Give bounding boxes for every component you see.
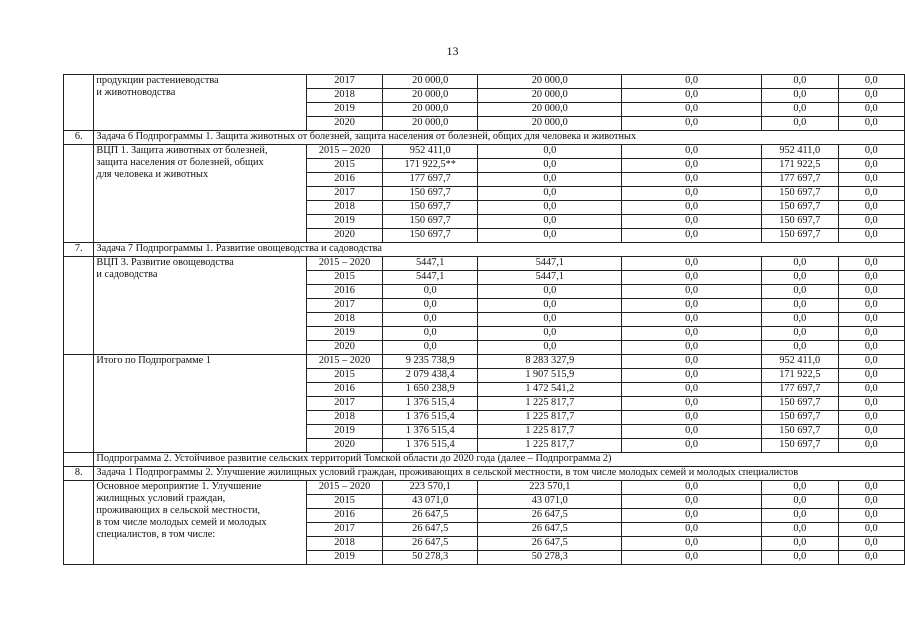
period-cell: 2017 (307, 75, 383, 89)
federal-cell: 50 278,3 (478, 551, 622, 565)
period-cell: 2015 (307, 495, 383, 509)
federal-cell: 5447,1 (478, 271, 622, 285)
other-cell: 0,0 (838, 551, 904, 565)
period-cell: 2018 (307, 411, 383, 425)
other-cell: 0,0 (838, 103, 904, 117)
period-cell: 2015 (307, 369, 383, 383)
local-cell: 0,0 (762, 89, 839, 103)
federal-cell: 20 000,0 (478, 103, 622, 117)
task-row (64, 243, 905, 257)
other-cell: 0,0 (838, 89, 904, 103)
period-cell: 2017 (307, 187, 383, 201)
description-line: Основное мероприятие 1. Улучшение (96, 481, 262, 492)
row-number-cell (64, 75, 94, 131)
total-cell: 50 278,3 (382, 551, 478, 565)
federal-cell: 26 647,5 (478, 523, 622, 537)
other-cell: 0,0 (838, 117, 904, 131)
local-cell: 0,0 (762, 495, 839, 509)
table-row (64, 257, 905, 271)
task-title: Подпрограмма 2. Устойчивое развитие сельских территорий Томской области до 2020 года (далее – Подпрограмма 2) (94, 453, 905, 467)
federal-cell: 5447,1 (478, 257, 622, 271)
description-line: в том числе молодых семей и молодых (96, 517, 267, 528)
period-cell: 2019 (307, 425, 383, 439)
total-cell: 26 647,5 (382, 537, 478, 551)
local-cell: 177 697,7 (762, 383, 839, 397)
period-cell: 2015 – 2020 (307, 257, 383, 271)
description-line: жилищных условий граждан, (96, 493, 226, 504)
total-cell: 1 376 515,4 (382, 425, 478, 439)
regional-cell: 0,0 (622, 495, 762, 509)
period-cell: 2017 (307, 523, 383, 537)
regional-cell: 0,0 (622, 201, 762, 215)
federal-cell: 26 647,5 (478, 537, 622, 551)
period-cell: 2019 (307, 551, 383, 565)
total-cell: 5447,1 (382, 271, 478, 285)
local-cell: 150 697,7 (762, 439, 839, 453)
local-cell: 0,0 (762, 117, 839, 131)
total-cell: 26 647,5 (382, 523, 478, 537)
regional-cell: 0,0 (622, 285, 762, 299)
federal-cell: 43 071,0 (478, 495, 622, 509)
regional-cell: 0,0 (622, 509, 762, 523)
period-cell: 2015 (307, 271, 383, 285)
task-row (64, 467, 905, 481)
other-cell: 0,0 (838, 411, 904, 425)
table-row (64, 145, 905, 159)
description-line: и животноводства (96, 87, 176, 98)
period-cell: 2016 (307, 173, 383, 187)
federal-cell: 8 283 327,9 (478, 355, 622, 369)
local-cell: 0,0 (762, 313, 839, 327)
other-cell: 0,0 (838, 523, 904, 537)
total-cell: 2 079 438,4 (382, 369, 478, 383)
total-cell: 20 000,0 (382, 103, 478, 117)
description-line: защита населения от болезней, общих (96, 157, 264, 168)
period-cell: 2015 – 2020 (307, 145, 383, 159)
federal-cell: 223 570,1 (478, 481, 622, 495)
period-cell: 2018 (307, 313, 383, 327)
table-row (64, 481, 905, 495)
regional-cell: 0,0 (622, 299, 762, 313)
regional-cell: 0,0 (622, 439, 762, 453)
local-cell: 0,0 (762, 285, 839, 299)
federal-cell: 0,0 (478, 327, 622, 341)
total-cell: 177 697,7 (382, 173, 478, 187)
other-cell: 0,0 (838, 481, 904, 495)
other-cell: 0,0 (838, 341, 904, 355)
total-cell: 0,0 (382, 299, 478, 313)
activity-description (94, 355, 307, 453)
total-cell: 26 647,5 (382, 509, 478, 523)
local-cell: 171 922,5 (762, 369, 839, 383)
local-cell: 150 697,7 (762, 411, 839, 425)
federal-cell: 0,0 (478, 187, 622, 201)
local-cell: 952 411,0 (762, 145, 839, 159)
local-cell: 150 697,7 (762, 229, 839, 243)
other-cell: 0,0 (838, 285, 904, 299)
period-cell: 2016 (307, 285, 383, 299)
regional-cell: 0,0 (622, 355, 762, 369)
federal-cell: 0,0 (478, 285, 622, 299)
description-line: продукции растениеводства (96, 75, 219, 86)
total-cell: 171 922,5** (382, 159, 478, 173)
federal-cell: 0,0 (478, 159, 622, 173)
row-number (64, 453, 94, 467)
federal-cell: 20 000,0 (478, 117, 622, 131)
federal-cell: 1 225 817,7 (478, 425, 622, 439)
description-line: проживающих в сельской местности, (96, 505, 261, 516)
page-number: 13 (446, 44, 459, 58)
other-cell: 0,0 (838, 215, 904, 229)
period-cell: 2020 (307, 341, 383, 355)
other-cell: 0,0 (838, 509, 904, 523)
federal-cell: 0,0 (478, 341, 622, 355)
local-cell: 0,0 (762, 341, 839, 355)
row-number-cell (64, 481, 94, 565)
federal-cell: 1 225 817,7 (478, 439, 622, 453)
federal-cell: 1 472 541,2 (478, 383, 622, 397)
local-cell: 150 697,7 (762, 215, 839, 229)
total-cell: 223 570,1 (382, 481, 478, 495)
local-cell: 171 922,5 (762, 159, 839, 173)
total-cell: 1 376 515,4 (382, 397, 478, 411)
other-cell: 0,0 (838, 397, 904, 411)
regional-cell: 0,0 (622, 313, 762, 327)
total-cell: 5447,1 (382, 257, 478, 271)
period-cell: 2015 – 2020 (307, 355, 383, 369)
regional-cell: 0,0 (622, 425, 762, 439)
description-line: ВЦП 1. Защита животных от болезней, (96, 145, 268, 156)
regional-cell: 0,0 (622, 397, 762, 411)
row-number-cell (64, 355, 94, 453)
other-cell: 0,0 (838, 425, 904, 439)
regional-cell: 0,0 (622, 103, 762, 117)
activity-description (94, 257, 307, 355)
total-cell: 0,0 (382, 327, 478, 341)
regional-cell: 0,0 (622, 523, 762, 537)
local-cell: 150 697,7 (762, 425, 839, 439)
regional-cell: 0,0 (622, 327, 762, 341)
period-cell: 2015 (307, 159, 383, 173)
total-cell: 150 697,7 (382, 229, 478, 243)
other-cell: 0,0 (838, 159, 904, 173)
other-cell: 0,0 (838, 173, 904, 187)
local-cell: 0,0 (762, 551, 839, 565)
other-cell: 0,0 (838, 495, 904, 509)
local-cell: 177 697,7 (762, 173, 839, 187)
other-cell: 0,0 (838, 327, 904, 341)
regional-cell: 0,0 (622, 89, 762, 103)
regional-cell: 0,0 (622, 229, 762, 243)
regional-cell: 0,0 (622, 341, 762, 355)
period-cell: 2019 (307, 103, 383, 117)
activity-description (94, 145, 307, 243)
total-cell: 20 000,0 (382, 89, 478, 103)
other-cell: 0,0 (838, 271, 904, 285)
period-cell: 2020 (307, 117, 383, 131)
regional-cell: 0,0 (622, 383, 762, 397)
local-cell: 0,0 (762, 299, 839, 313)
local-cell: 952 411,0 (762, 355, 839, 369)
other-cell: 0,0 (838, 75, 904, 89)
total-cell: 1 376 515,4 (382, 411, 478, 425)
period-cell: 2016 (307, 509, 383, 523)
budget-table (63, 74, 905, 565)
regional-cell: 0,0 (622, 187, 762, 201)
task-title: Задача 6 Подпрограммы 1. Защита животных от болезней, защита населения от болезней, общих для человека и животных (94, 131, 905, 145)
other-cell: 0,0 (838, 257, 904, 271)
total-cell: 9 235 738,9 (382, 355, 478, 369)
total-cell: 150 697,7 (382, 215, 478, 229)
row-number: 6. (64, 131, 94, 145)
regional-cell: 0,0 (622, 369, 762, 383)
local-cell: 150 697,7 (762, 187, 839, 201)
task-row (64, 131, 905, 145)
period-cell: 2020 (307, 439, 383, 453)
row-number-cell (64, 257, 94, 355)
local-cell: 0,0 (762, 103, 839, 117)
period-cell: 2016 (307, 383, 383, 397)
total-cell: 0,0 (382, 341, 478, 355)
other-cell: 0,0 (838, 201, 904, 215)
total-cell: 1 376 515,4 (382, 439, 478, 453)
period-cell: 2017 (307, 397, 383, 411)
task-row (64, 453, 905, 467)
period-cell: 2020 (307, 229, 383, 243)
regional-cell: 0,0 (622, 551, 762, 565)
total-cell: 150 697,7 (382, 201, 478, 215)
description-line: и садоводства (96, 269, 158, 280)
regional-cell: 0,0 (622, 481, 762, 495)
federal-cell: 0,0 (478, 299, 622, 313)
local-cell: 0,0 (762, 271, 839, 285)
federal-cell: 1 907 515,9 (478, 369, 622, 383)
table-row (64, 75, 905, 89)
local-cell: 0,0 (762, 327, 839, 341)
other-cell: 0,0 (838, 145, 904, 159)
regional-cell: 0,0 (622, 411, 762, 425)
federal-cell: 0,0 (478, 173, 622, 187)
local-cell: 0,0 (762, 257, 839, 271)
other-cell: 0,0 (838, 439, 904, 453)
other-cell: 0,0 (838, 355, 904, 369)
regional-cell: 0,0 (622, 271, 762, 285)
period-cell: 2015 – 2020 (307, 481, 383, 495)
regional-cell: 0,0 (622, 159, 762, 173)
local-cell: 0,0 (762, 481, 839, 495)
description-line: ВЦП 3. Развитие овощеводства (96, 257, 234, 268)
total-cell: 952 411,0 (382, 145, 478, 159)
regional-cell: 0,0 (622, 145, 762, 159)
other-cell: 0,0 (838, 383, 904, 397)
local-cell: 0,0 (762, 509, 839, 523)
local-cell: 150 697,7 (762, 397, 839, 411)
regional-cell: 0,0 (622, 257, 762, 271)
row-number: 8. (64, 467, 94, 481)
total-cell: 20 000,0 (382, 75, 478, 89)
federal-cell: 0,0 (478, 201, 622, 215)
federal-cell: 20 000,0 (478, 89, 622, 103)
other-cell: 0,0 (838, 299, 904, 313)
activity-description (94, 481, 307, 565)
period-cell: 2018 (307, 537, 383, 551)
total-cell: 1 650 238,9 (382, 383, 478, 397)
table-row (64, 355, 905, 369)
local-cell: 0,0 (762, 537, 839, 551)
federal-cell: 1 225 817,7 (478, 397, 622, 411)
regional-cell: 0,0 (622, 173, 762, 187)
federal-cell: 1 225 817,7 (478, 411, 622, 425)
other-cell: 0,0 (838, 187, 904, 201)
period-cell: 2019 (307, 327, 383, 341)
federal-cell: 0,0 (478, 229, 622, 243)
total-cell: 0,0 (382, 285, 478, 299)
row-number: 7. (64, 243, 94, 257)
description-line: специалистов, в том числе: (96, 529, 216, 540)
regional-cell: 0,0 (622, 215, 762, 229)
federal-cell: 0,0 (478, 215, 622, 229)
other-cell: 0,0 (838, 313, 904, 327)
federal-cell: 0,0 (478, 313, 622, 327)
task-title: Задача 7 Подпрограммы 1. Развитие овощеводства и садоводства (94, 243, 905, 257)
regional-cell: 0,0 (622, 75, 762, 89)
activity-description (94, 75, 307, 131)
total-cell: 20 000,0 (382, 117, 478, 131)
period-cell: 2017 (307, 299, 383, 313)
period-cell: 2018 (307, 89, 383, 103)
description-line: Итого по Подпрограмме 1 (96, 355, 211, 366)
federal-cell: 20 000,0 (478, 75, 622, 89)
local-cell: 0,0 (762, 75, 839, 89)
local-cell: 150 697,7 (762, 201, 839, 215)
other-cell: 0,0 (838, 537, 904, 551)
description-line: для человека и животных (96, 169, 209, 180)
period-cell: 2019 (307, 215, 383, 229)
local-cell: 0,0 (762, 523, 839, 537)
other-cell: 0,0 (838, 369, 904, 383)
federal-cell: 26 647,5 (478, 509, 622, 523)
period-cell: 2018 (307, 201, 383, 215)
regional-cell: 0,0 (622, 537, 762, 551)
federal-cell: 0,0 (478, 145, 622, 159)
total-cell: 0,0 (382, 313, 478, 327)
other-cell: 0,0 (838, 229, 904, 243)
total-cell: 43 071,0 (382, 495, 478, 509)
task-title: Задача 1 Подпрограммы 2. Улучшение жилищных условий граждан, проживающих в сельской местности, в том числе молодых семей и молодых специалистов (94, 467, 905, 481)
regional-cell: 0,0 (622, 117, 762, 131)
row-number-cell (64, 145, 94, 243)
total-cell: 150 697,7 (382, 187, 478, 201)
